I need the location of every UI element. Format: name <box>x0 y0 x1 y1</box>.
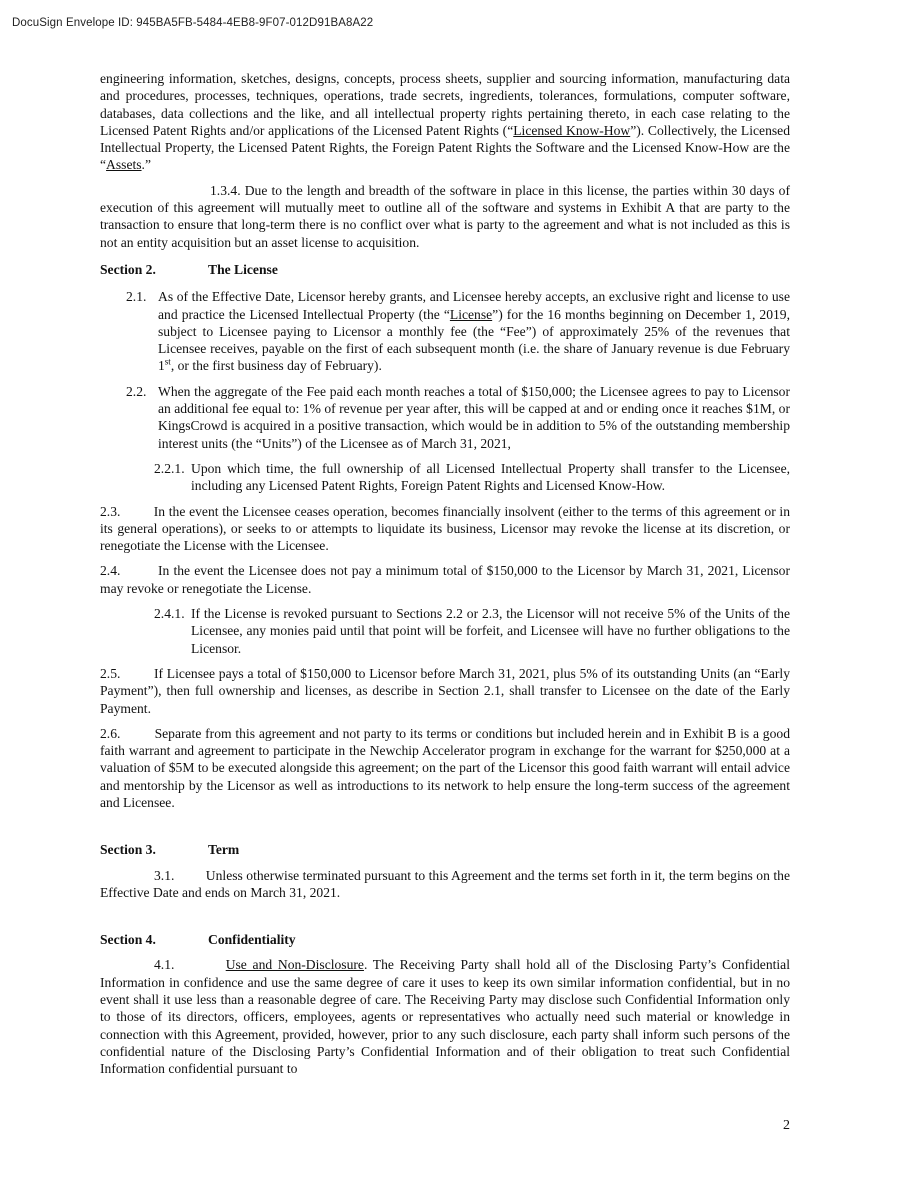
section-4-heading: Section 4. Confidentiality <box>100 932 296 948</box>
document-page-body <box>100 70 790 1078</box>
clause-4-1: 4.1. Use and Non-Disclosure. The Receiving Party shall hold all of the Disclosing Party’s Confidential Information in confidence and use the same degree of care it uses to keep its own similar information confidential, but in no event shall it use less than a reasonable degree of care. The Receiving Party may disclose such Confidential Information only to those of its directors, officers, employees, agents or representatives who actually need such material or knowledge in connection with this Agreement, provided, however, prior to any such disclosure, each party shall inform such persons of the confidential nature of the Disclosing Party’s Confidential Information and of their obligation to treat such Confidential Information confidential pursuant to <box>100 957 790 1077</box>
clause-2-6: 2.6. Separate from this agreement and not party to its terms or conditions but included herein and in Exhibit B is a good faith warrant and agreement to participate in the Newchip Accelerator program in exchange for the warrant for $250,000 at a valuation of $5M to be executed alongside this agreement; on the part of the Licensor this good faith warrant will entail advice and mentorship by the Licensor as well as introductions to its network to help ensure the long-term success of the agreement and Licensee. <box>100 725 790 810</box>
clause-2-3: 2.3. In the event the Licensee ceases operation, becomes financially insolvent (either to the terms of this agreement or in its general operations), or seeks to or attempts to liquidate its business, Licensor may revoke the license at its discretion, or renegotiate the License with the Licensee. <box>100 503 790 554</box>
section-2-heading: Section 2. The License <box>100 261 278 277</box>
clause-2-5: 2.5. If Licensee pays a total of $150,000 to Licensor before March 31, 2021, plus 5% of its outstanding Units (an “Early Payment”), then full ownership and licenses, as describe in Section 2.1, shall transfer to Licensee on the date of the Early Payment. <box>100 665 790 716</box>
clause-2-4-1: 2.4.1. If the License is revoked pursuant to Sections 2.2 or 2.3, the Licensor will not receive 5% of the Units of the Licensee, any monies paid until that point will be forfeit, and Licensee will have no further obligations to the Licensor. <box>154 606 790 656</box>
defined-term-assets: Assets <box>106 157 142 173</box>
clause-3-1: 3.1. Unless otherwise terminated pursuant to this Agreement and the terms set forth in it, the term begins on the Effective Date and ends on March 31, 2021. <box>100 867 790 900</box>
clause-2-1: 2.1. As of the Effective Date, Licensor hereby grants, and Licensee hereby accepts, an exclusive right and license to use and practice the Licensed Intellectual Property (the “License”) for the 16 months beginning on December 1, 2019, subject to Licensee paying to Licensor a monthly fee (the “Fee”) of approximately 25% of the revenues that Licensee receives, payable on the first of each subsequent month (i.e. the share of January revenue is due February 1st, or the first business day of February). <box>126 289 790 374</box>
docusign-envelope-id: DocuSign Envelope ID: 945BA5FB-5484-4EB8-9F07-012D91BA8A22 <box>12 17 374 29</box>
paragraph-know-how-definition: engineering information, sketches, designs, concepts, process sheets, supplier and sourcing information, manufacturing data and procedures, processes, techniques, operations, trade secrets, ingredients, tolerances, formulations, computer software, databases, data collections and the like, and all intellectual property rights pertaining thereto, in each case relating to the Licensed Patent Rights and/or applications of the Licensed Patent Rights (“Licensed Know-How”). Collectively, the Licensed Intellectual Property, the Licensed Patent Rights, the Foreign Patent Rights the Software and the Licensed Know-How are the “Assets.” <box>100 71 790 173</box>
paragraph-1-3-4: 1.3.4. Due to the length and breadth of the software in place in this license, the parties within 30 days of execution of this agreement will mutually meet to outline all of the software and systems in Exhibit A that are party to the transaction to ensure that long-term there is no conflict over what is party to the agreement and what is not included as this is not an entity acquisition but an asset license to acquisition. <box>100 182 790 250</box>
defined-term-license: License <box>449 306 493 322</box>
defined-term-licensed-know-how: Licensed Know-How <box>513 122 631 138</box>
clause-2-2: 2.2. When the aggregate of the Fee paid each month reaches a total of $150,000; the Licensee agrees to pay to Licensor an additional fee equal to: 1% of revenue per year after, this will be capped at and or ending once it reaches $1M, or KingsCrowd is acquired in a positive transaction, which would be in addition to 5% of the outstanding membership interest units (the “Units”) of the Licensee as of March 31, 2021, <box>126 383 790 451</box>
section-3-heading: Section 3. Term <box>100 842 240 858</box>
clause-4-1-heading: Use and Non-Disclosure <box>225 957 364 973</box>
clause-2-4: 2.4. In the event the Licensee does not pay a minimum total of $150,000 to the Licensor by March 31, 2021, Licensor may revoke or renegotiate the License. <box>100 563 790 596</box>
page-number: 2 <box>783 1118 790 1133</box>
clause-2-2-1: 2.2.1. Upon which time, the full ownership of all Licensed Intellectual Property shall transfer to the Licensee, including any Licensed Patent Rights, Foreign Patent Rights and Licensed Know-How. <box>154 460 790 494</box>
